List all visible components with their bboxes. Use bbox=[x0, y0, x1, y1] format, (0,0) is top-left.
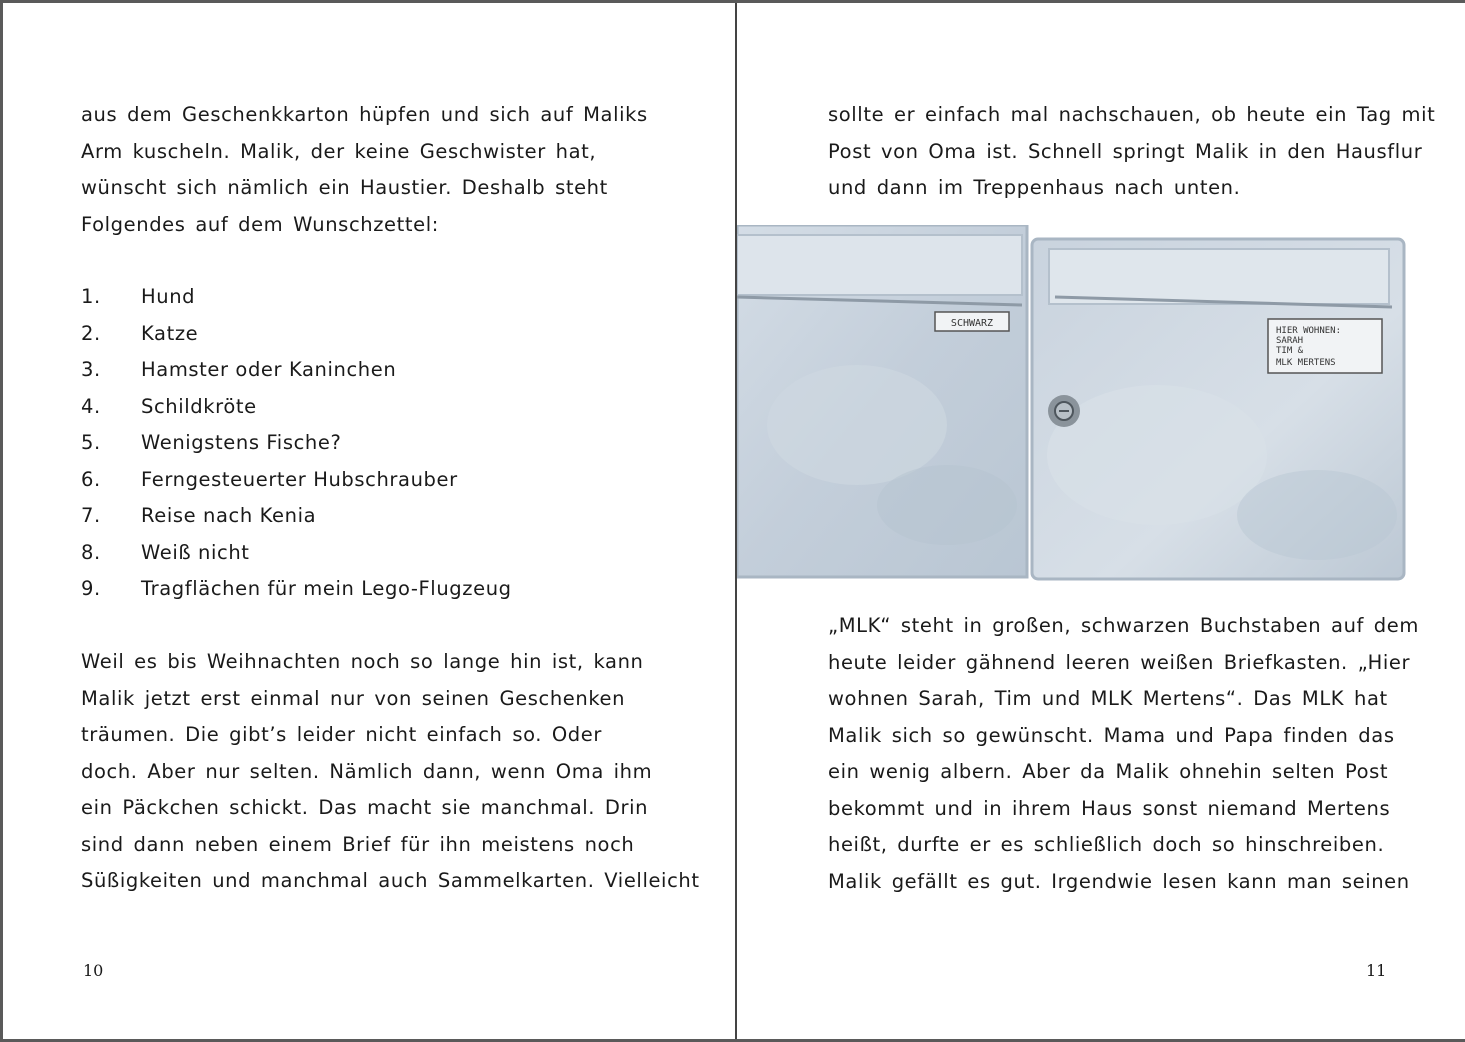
text-line: ein Päckchen schickt. Das macht sie manchmal. Drin bbox=[81, 796, 649, 819]
list-item bbox=[81, 535, 512, 572]
list-text: Schildkröte bbox=[141, 394, 257, 418]
text-line: ein wenig albern. Aber da Malik ohnehin selten Post bbox=[828, 760, 1389, 783]
text-line: Süßigkeiten und manchmal auch Sammelkarten. Vielleicht bbox=[81, 869, 700, 892]
page-number: 11 bbox=[1366, 961, 1387, 980]
mailbox-illustration bbox=[737, 225, 1465, 585]
text-line: sollte er einfach mal nachschauen, ob heute ein Tag mit bbox=[828, 103, 1436, 126]
page-number: 10 bbox=[83, 961, 104, 980]
list-text: Wenigstens Fische? bbox=[141, 431, 342, 454]
text-line: Malik jetzt erst einmal nur von seinen Geschenken bbox=[81, 686, 626, 710]
list-item bbox=[81, 462, 512, 499]
text-line: Arm kuscheln. Malik, der keine Geschwister hat, bbox=[81, 139, 597, 163]
list-item bbox=[81, 316, 512, 353]
list-item bbox=[81, 425, 512, 462]
text-line: heute leider gähnend leeren weißen Briefkasten. „Hier bbox=[828, 650, 1411, 674]
left-paragraph-2 bbox=[81, 644, 700, 900]
left-paragraph-1 bbox=[81, 97, 648, 243]
text-line: Post von Oma ist. Schnell springt Malik in den Hausflur bbox=[828, 139, 1423, 163]
list-text: Hund bbox=[141, 285, 196, 308]
list-item bbox=[81, 498, 512, 535]
text-line: aus dem Geschenkkarton hüpfen und sich auf Maliks bbox=[81, 103, 648, 126]
mailbox-label-mertens bbox=[1268, 319, 1382, 373]
text-line: bekommt und in ihrem Haus sonst niemand Mertens bbox=[828, 796, 1391, 820]
list-number: 7. bbox=[81, 504, 101, 527]
right-paragraph-2 bbox=[828, 608, 1419, 900]
text-line: Weil es bis Weihnachten noch so lange hin ist, kann bbox=[81, 650, 644, 673]
text-line: „MLK“ steht in großen, schwarzen Buchstaben auf dem bbox=[828, 614, 1419, 637]
text-line: heißt, durfte er es schließlich doch so hinschreiben. bbox=[828, 833, 1385, 856]
text-line: und dann im Treppenhaus nach unten. bbox=[828, 176, 1241, 199]
mailbox-label-schwarz bbox=[935, 312, 1009, 331]
list-number: 9. bbox=[81, 577, 101, 600]
text-line: träumen. Die gibt’s leider nicht einfach so. Oder bbox=[81, 723, 602, 746]
wishlist bbox=[81, 279, 512, 608]
list-text: Weiß nicht bbox=[141, 540, 250, 564]
svg-text:SCHWARZ: SCHWARZ bbox=[950, 318, 994, 329]
svg-text:SARAH: SARAH bbox=[1276, 336, 1304, 346]
list-number: 4. bbox=[81, 394, 101, 418]
list-item bbox=[81, 279, 512, 316]
list-number: 5. bbox=[81, 431, 101, 454]
text-line: wünscht sich nämlich ein Haustier. Deshalb steht bbox=[81, 176, 608, 199]
list-number: 1. bbox=[81, 285, 101, 308]
list-number: 8. bbox=[81, 540, 101, 564]
list-text: Ferngesteuerter Hubschrauber bbox=[141, 467, 458, 491]
text-line: wohnen Sarah, Tim und MLK Mertens“. Das MLK hat bbox=[828, 687, 1388, 710]
list-text: Reise nach Kenia bbox=[141, 504, 317, 527]
list-item bbox=[81, 571, 512, 608]
right-mailbox bbox=[1032, 239, 1404, 579]
left-page bbox=[3, 3, 736, 1039]
list-text: Tragflächen für mein Lego-Flugzeug bbox=[141, 577, 512, 600]
mailbox-lock bbox=[1048, 395, 1080, 427]
svg-text:MLK MERTENS: MLK MERTENS bbox=[1276, 358, 1336, 368]
text-line: Malik gefällt es gut. Irgendwie lesen kann man seinen bbox=[828, 869, 1410, 893]
list-text: Katze bbox=[141, 321, 199, 345]
right-page bbox=[737, 3, 1465, 1039]
list-text: Hamster oder Kaninchen bbox=[141, 358, 397, 381]
text-line: Folgendes auf dem Wunschzettel: bbox=[81, 212, 439, 236]
list-number: 3. bbox=[81, 358, 101, 381]
list-number: 2. bbox=[81, 321, 101, 345]
svg-text:TIM &: TIM & bbox=[1276, 346, 1304, 356]
list-item bbox=[81, 352, 512, 389]
text-line: Malik sich so gewünscht. Mama und Papa finden das bbox=[828, 723, 1395, 747]
right-paragraph-1 bbox=[828, 97, 1435, 207]
text-line: doch. Aber nur selten. Nämlich dann, wenn Oma ihm bbox=[81, 759, 653, 783]
list-number: 6. bbox=[81, 467, 101, 491]
text-line: sind dann neben einem Brief für ihn meistens noch bbox=[81, 832, 635, 856]
left-mailbox bbox=[737, 225, 1027, 577]
list-item bbox=[81, 389, 512, 426]
svg-text:HIER WOHNEN:: HIER WOHNEN: bbox=[1276, 326, 1342, 336]
